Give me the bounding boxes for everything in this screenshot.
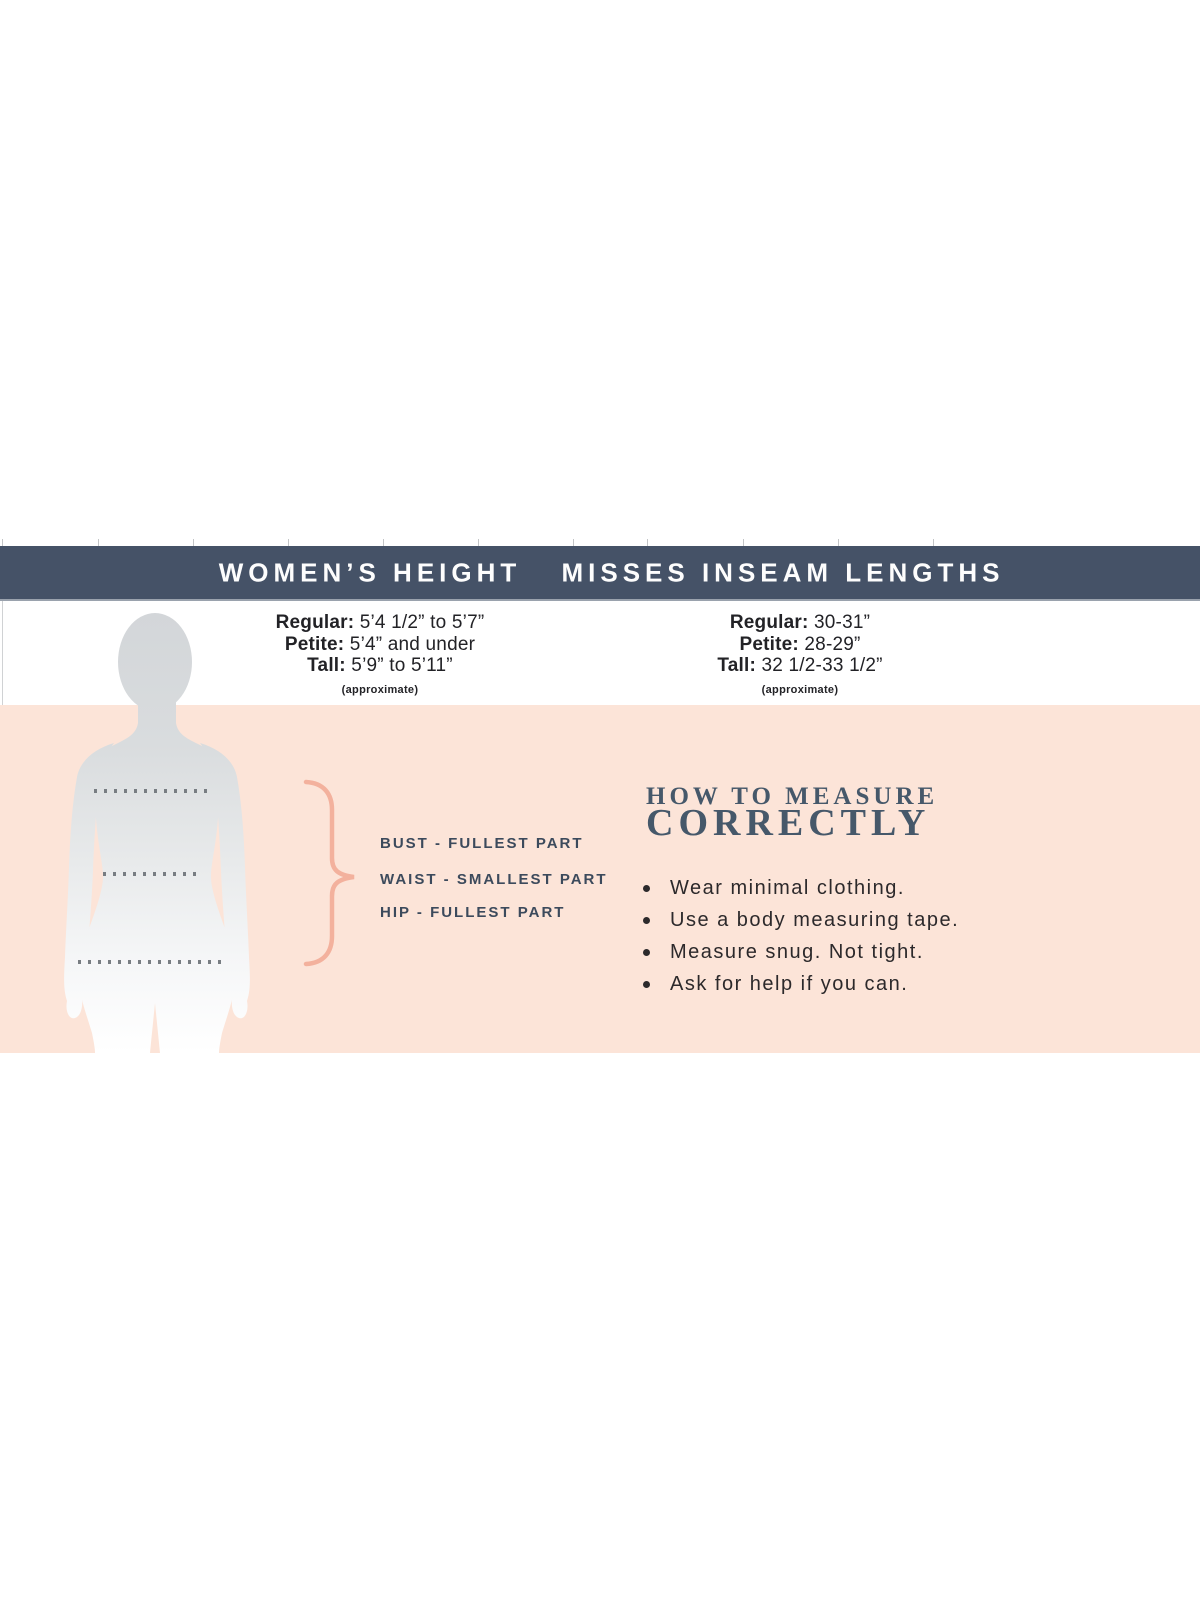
bust-dotted-line: [94, 789, 214, 793]
misses-inseam-title: MISSES INSEAM LENGTHS: [561, 557, 1005, 587]
tip-item: Use a body measuring tape.: [640, 909, 959, 930]
hip-label: HIP - FULLEST PART: [380, 904, 566, 921]
height-spec-row: [220, 612, 540, 634]
inseam-spec-row: [640, 634, 960, 656]
measuring-tips-list: [640, 877, 959, 1005]
approximate-note: (approximate): [341, 683, 419, 696]
section-header-bar: [0, 546, 1200, 601]
bust-label: BUST - FULLEST PART: [380, 835, 584, 852]
height-row-label: Tall:: [307, 655, 346, 676]
height-row-value: 5’9” to 5’11”: [351, 655, 453, 676]
waist-label: WAIST - SMALLEST PART: [380, 871, 608, 888]
approximate-note: (approximate): [761, 683, 839, 696]
height-row-label: Petite:: [284, 633, 345, 655]
correctly-heading: CORRECTLY: [646, 802, 931, 844]
tip-item: Measure snug. Not tight.: [640, 941, 959, 962]
curly-brace-right-icon: [298, 778, 368, 968]
tip-item: Wear minimal clothing.: [640, 877, 959, 898]
inseam-row-value: 30-31”: [814, 612, 871, 633]
inseam-row-value: 28-29”: [804, 633, 861, 655]
how-to-measure-heading: HOW TO MEASURE: [646, 783, 939, 810]
inseam-row-value: 32 1/2-33 1/2”: [761, 655, 883, 676]
height-row-value: 5’4” and under: [349, 633, 476, 655]
inseam-spec-row: [640, 655, 960, 677]
inseam-row-label: Tall:: [717, 655, 757, 676]
tip-item: Ask for help if you can.: [640, 973, 959, 994]
inseam-spec-row: [640, 612, 960, 634]
height-spec-block: [220, 612, 540, 701]
height-row-label: Regular:: [275, 612, 355, 633]
left-border-line: [2, 601, 3, 705]
height-row-value: 5’4 1/2” to 5’7”: [359, 612, 485, 633]
inseam-row-label: Petite:: [739, 633, 799, 655]
inseam-row-label: Regular:: [729, 612, 809, 633]
inseam-spec-block: [640, 612, 960, 701]
waist-dotted-line: [103, 872, 203, 876]
female-body-silhouette: [62, 613, 252, 1053]
hip-dotted-line: [78, 960, 228, 964]
height-spec-row: [220, 655, 540, 677]
womens-height-title: WOMEN’S HEIGHT: [218, 557, 522, 587]
height-spec-row: [220, 634, 540, 656]
